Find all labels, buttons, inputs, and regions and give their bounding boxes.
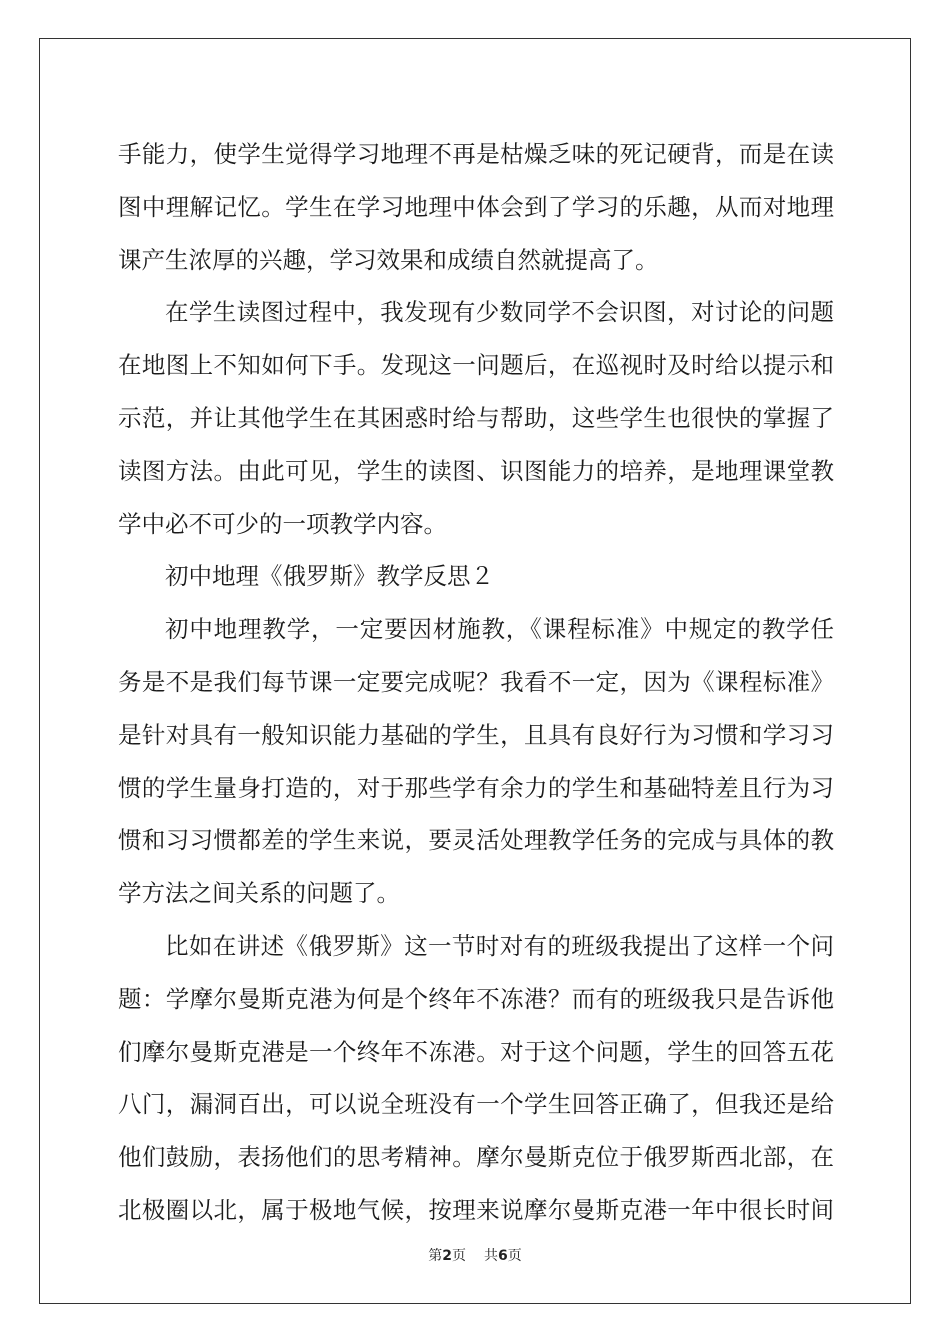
text-line: 课产生浓厚的兴趣，学习效果和成绩自然就提高了。 [118, 245, 659, 274]
text-line: 在学生读图过程中，我发现有少数同学不会识图，对讨论的问题 [165, 298, 834, 327]
total-suffix: 页 [507, 1248, 522, 1264]
text-line: 务是不是我们每节课一定要完成呢？我看不一定，因为《课程标准》 [118, 667, 834, 696]
text-line: 读图方法。由此可见，学生的读图、识图能力的培养，是地理课堂教 [118, 456, 834, 485]
text-line: 惯和习习惯都差的学生来说，要灵活处理教学任务的完成与具体的教 [118, 826, 834, 855]
text-line: 他们鼓励，表扬他们的思考精神。摩尔曼斯克位于俄罗斯西北部，在 [118, 1143, 834, 1172]
text-line: 手能力，使学生觉得学习地理不再是枯燥乏味的死记硬背，而是在读 [118, 140, 834, 168]
total-prefix: 共 [484, 1248, 498, 1264]
section-heading: 初中地理《俄罗斯》教学反思２ [165, 562, 494, 591]
page-number: 2 [442, 1248, 452, 1264]
text-line: 学中必不可少的一项教学内容。 [118, 509, 447, 538]
text-line: 八门，漏洞百出，可以说全班没有一个学生回答正确了，但我还是给 [118, 1090, 834, 1119]
text-line: 学方法之间关系的问题了。 [118, 879, 400, 908]
text-line: 初中地理教学，一定要因材施教，《课程标准》中规定的教学任 [165, 615, 834, 644]
text-line: 北极圈以北，属于极地气候，按理来说摩尔曼斯克港一年中很长时间 [118, 1195, 834, 1224]
text-line: 在地图上不知如何下手。发现这一问题后，在巡视时及时给以提示和 [118, 351, 834, 380]
page-suffix: 页 [452, 1248, 466, 1264]
text-line: 是针对具有一般知识能力基础的学生，且具有良好行为习惯和学习习 [118, 720, 834, 749]
text-line: 题：学摩尔曼斯克港为何是个终年不冻港？而有的班级我只是告诉他 [118, 984, 834, 1013]
total-pages: 6 [498, 1248, 508, 1264]
text-line: 比如在讲述《俄罗斯》这一节时对有的班级我提出了这样一个问 [165, 931, 834, 960]
text-line: 惯的学生量身打造的，对于那些学有余力的学生和基础特差且行为习 [118, 773, 834, 802]
text-line: 图中理解记忆。学生在学习地理中体会到了学习的乐趣，从而对地理 [118, 192, 834, 221]
text-line: 们摩尔曼斯克港是一个终年不冻港。对于这个问题，学生的回答五花 [118, 1037, 834, 1066]
text-line: 示范，并让其他学生在其困惑时给与帮助，这些学生也很快的掌握了 [118, 403, 834, 432]
page-prefix: 第 [428, 1248, 443, 1264]
page-footer [0, 1245, 950, 1265]
document-body [118, 128, 834, 1237]
